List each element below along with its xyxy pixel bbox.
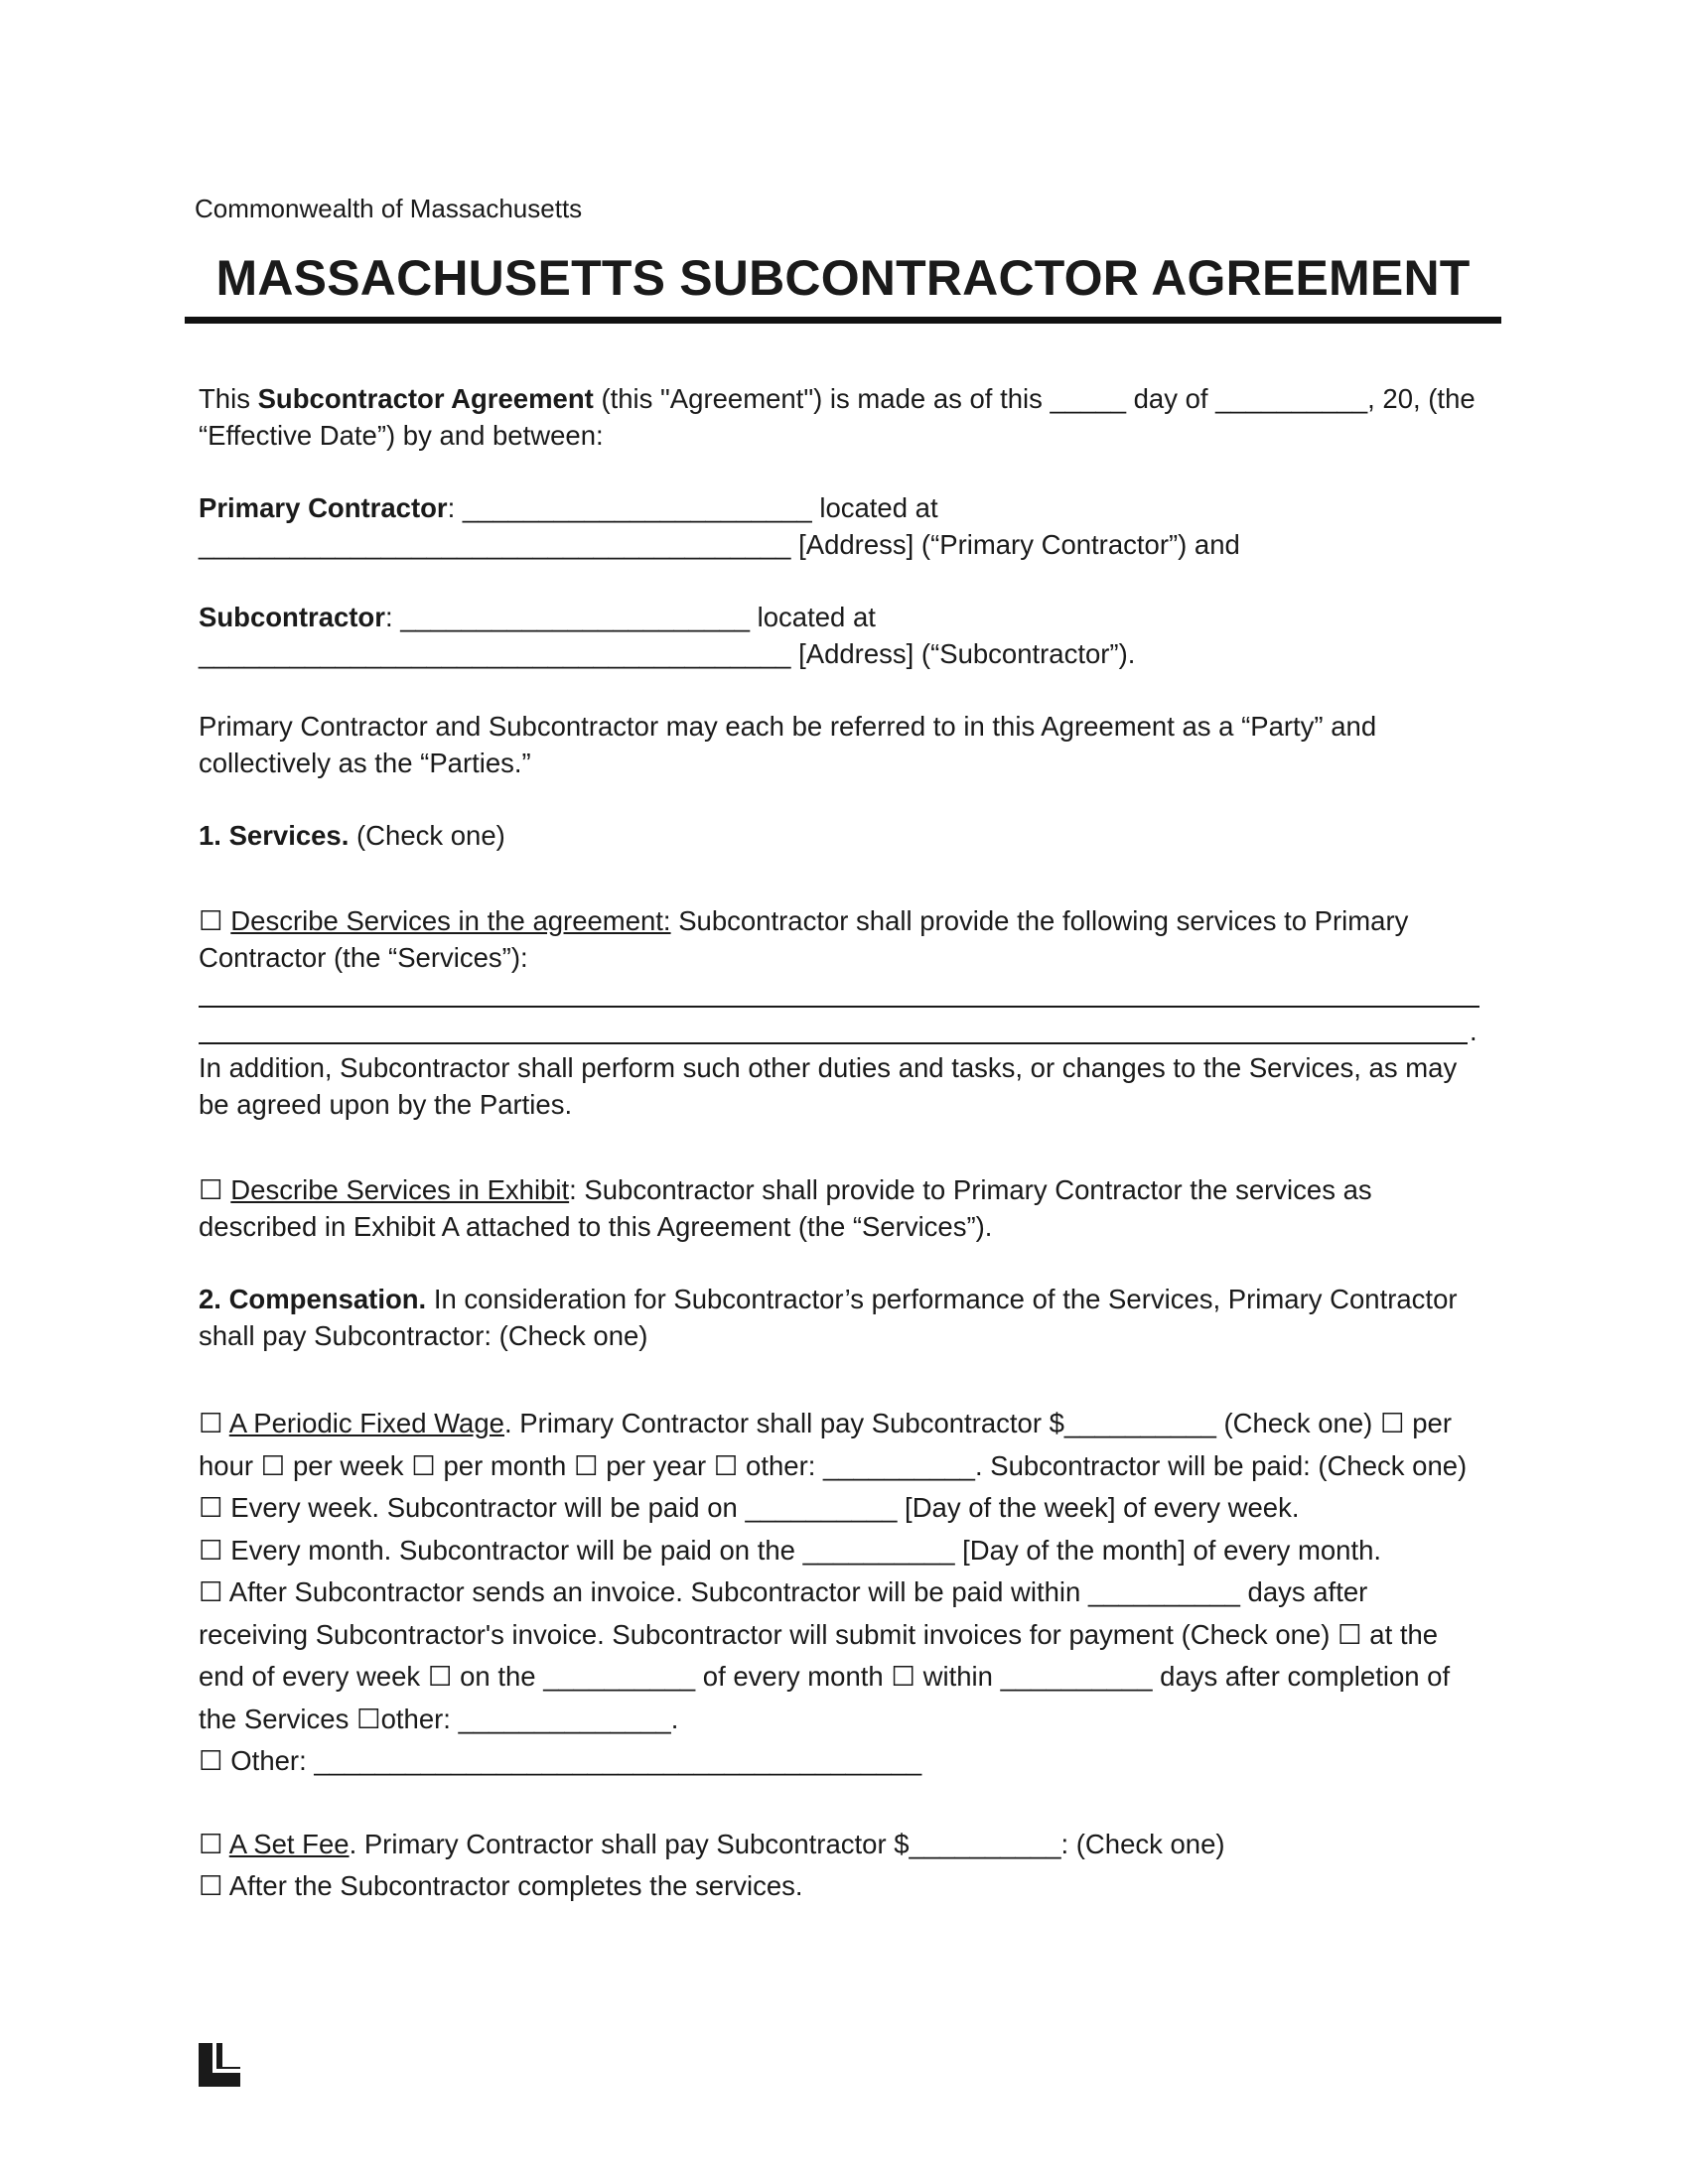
services-additional-line-1: In addition, Subcontractor shall perform such other duties and tasks, or changes to the Services, as may [199,1052,1458,1083]
compensation-intro-text: In consideration for Subcontractor’s performance of the Services, Primary Contractor [426,1284,1458,1314]
compensation-heading [199,1281,1489,1354]
periodic-invoice-line-2: receiving Subcontractor's invoice. Subcontractor will submit invoices for payment (Check one) ☐ at the [199,1618,1439,1650]
services-heading [199,817,1489,854]
services-exhibit-text-2: described in Exhibit A attached to this Agreement (the “Services”). [199,1211,993,1242]
periodic-invoice-option: ☐ After Subcontractor sends an invoice. Subcontractor will be paid within __________ days after [199,1576,1368,1607]
periodic-other-option: ☐ Other: ________________________________________ [199,1745,922,1776]
periodic-every-week-option: ☐ Every week. Subcontractor will be paid on __________ [Day of the week] of every week. [199,1492,1300,1523]
services-description-end-mark: . [1470,1016,1477,1046]
subcontractor-block [199,599,1489,672]
services-heading-label: 1. Services. [199,820,350,851]
set-fee-label: A Set Fee [228,1828,350,1859]
primary-contractor-name-field: : _______________________ located at [447,492,938,523]
services-agreement-checkbox[interactable]: ☐ [199,905,231,936]
compensation-intro-text-2: shall pay Subcontractor: (Check one) [199,1320,648,1351]
periodic-wage-line-2: hour ☐ per week ☐ per month ☐ per year ☐ other: __________. Subcontractor will be paid: (Check one) [199,1449,1468,1481]
primary-contractor-address-field: _______________________________________ [Address] (“Primary Contractor”) and [199,529,1240,560]
services-exhibit-checkbox[interactable]: ☐ [199,1174,231,1205]
services-option-agreement [199,902,1489,1123]
jurisdiction-label: Commonwealth of Massachusetts [195,194,583,223]
subcontractor-address-field: _______________________________________ [Address] (“Subcontractor”). [199,638,1136,669]
compensation-set-fee [199,1824,1489,1908]
services-heading-note: (Check one) [349,820,505,851]
document-body [199,380,1489,1908]
parties-paragraph [199,708,1489,781]
subcontractor-name-field: : _______________________ located at [384,602,876,632]
subcontractor-label: Subcontractor [199,602,385,632]
services-description-line-2 [199,1013,1489,1049]
services-description-line-1 [199,976,1489,1013]
services-exhibit-text: : Subcontractor shall provide to Primary Contractor the services as [569,1174,1372,1205]
intro-paragraph [199,380,1489,454]
intro-text-post: (this "Agreement") is made as of this _____ day of __________, 20, (the [593,383,1476,414]
set-fee-checkbox[interactable]: ☐ [199,1828,229,1859]
title-divider [185,317,1501,324]
intro-agreement-name: Subcontractor Agreement [257,383,594,414]
document-logo-icon [199,2043,240,2087]
periodic-wage-checkbox[interactable]: ☐ [199,1408,229,1438]
document-title: MASSACHUSETTS SUBCONTRACTOR AGREEMENT [215,250,1471,306]
services-option-exhibit [199,1171,1489,1245]
periodic-wage-line-1: . Primary Contractor shall pay Subcontractor $__________ (Check one) ☐ per [503,1408,1452,1438]
compensation-periodic-wage [199,1403,1489,1783]
parties-line-2: collectively as the “Parties.” [199,748,531,778]
intro-text-pre: This [199,383,258,414]
periodic-invoice-line-4: the Services ☐other: ______________. [199,1703,679,1734]
periodic-wage-label: A Periodic Fixed Wage [228,1408,504,1438]
set-fee-text: . Primary Contractor shall pay Subcontractor $__________: (Check one) [349,1828,1225,1859]
compensation-heading-label: 2. Compensation. [199,1284,427,1314]
set-fee-after-completion-option: ☐ After the Subcontractor completes the services. [199,1870,803,1901]
primary-contractor-block [199,489,1489,563]
periodic-invoice-line-3: end of every week ☐ on the __________ of every month ☐ within __________ days after completion of [199,1661,1451,1692]
intro-effective-date: “Effective Date”) by and between: [199,420,604,451]
services-additional-line-2: be agreed upon by the Parties. [199,1089,573,1120]
parties-line-1: Primary Contractor and Subcontractor may each be referred to in this Agreement as a “Party” and [199,711,1377,742]
primary-contractor-label: Primary Contractor [199,492,448,523]
periodic-every-month-option: ☐ Every month. Subcontractor will be paid on the __________ [Day of the month] of every month. [199,1534,1382,1566]
services-agreement-text-2: Contractor (the “Services”): [199,942,528,973]
services-exhibit-label: Describe Services in Exhibit [230,1174,570,1205]
services-agreement-label: Describe Services in the agreement: [230,905,671,936]
services-agreement-text: Subcontractor shall provide the following services to Primary [670,905,1409,936]
